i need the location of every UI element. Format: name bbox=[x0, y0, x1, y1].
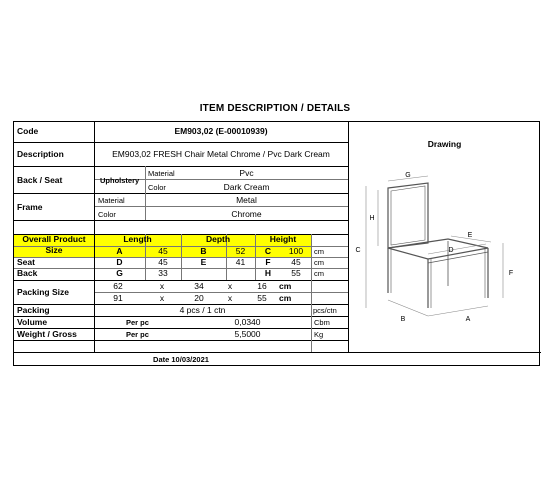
weight-value: 5,5000 bbox=[234, 329, 261, 339]
dim-d-letter: D bbox=[116, 257, 123, 267]
drawing-letter-e: E bbox=[467, 232, 473, 239]
pack2-length: 91 bbox=[113, 293, 123, 303]
back-label: Back bbox=[17, 268, 38, 278]
dim-b-value: 52 bbox=[235, 246, 246, 256]
volume-value: 0,0340 bbox=[234, 317, 261, 327]
weight-unit: Kg bbox=[314, 330, 324, 339]
frame-color-label: Color bbox=[98, 210, 116, 219]
back-seat-label: Back / Seat bbox=[17, 175, 63, 185]
back-seat-color-value: Dark Cream bbox=[223, 182, 270, 192]
overall-size-label-1: Overall Product bbox=[22, 234, 86, 244]
description-label: Description bbox=[17, 149, 64, 159]
weight-label: Weight / Gross bbox=[17, 329, 77, 339]
dim-b-letter: B bbox=[200, 246, 207, 256]
volume-unit: Cbm bbox=[314, 318, 330, 327]
back-seat-material-value: Pvc bbox=[239, 168, 254, 178]
weight-per: Per pc bbox=[126, 330, 149, 339]
packing-unit: pcs/ctn bbox=[313, 306, 337, 315]
drawing-letter-a: A bbox=[465, 316, 471, 323]
packing-size-label: Packing Size bbox=[17, 287, 69, 297]
pack1-unit: cm bbox=[279, 281, 292, 291]
drawing-label: Drawing bbox=[427, 139, 462, 149]
chair-seat bbox=[388, 239, 488, 259]
pack2-height: 55 bbox=[257, 293, 267, 303]
volume-label: Volume bbox=[17, 317, 48, 327]
drawing-letter-h: H bbox=[369, 215, 375, 222]
dim-f-letter: F bbox=[265, 257, 271, 267]
height-header: Height bbox=[269, 234, 297, 244]
back-seat-color-label: Color bbox=[148, 183, 166, 192]
drawing-letter-g: G bbox=[405, 172, 411, 179]
dim-c-value: 100 bbox=[288, 246, 304, 256]
overall-unit: cm bbox=[314, 247, 324, 256]
length-header: Length bbox=[123, 234, 152, 244]
depth-header: Depth bbox=[205, 234, 231, 244]
pack1-height: 16 bbox=[257, 281, 267, 291]
pack2-unit: cm bbox=[279, 293, 292, 303]
pack2-x2: x bbox=[227, 293, 233, 303]
pack2-depth: 20 bbox=[194, 293, 204, 303]
seat-unit: cm bbox=[314, 258, 324, 267]
dim-a-letter: A bbox=[116, 246, 123, 256]
dim-h-value: 55 bbox=[291, 268, 301, 278]
chair-drawing bbox=[348, 168, 526, 348]
frame-color-value: Chrome bbox=[231, 209, 262, 219]
pack1-x1: x bbox=[159, 281, 165, 291]
dim-g-value: 33 bbox=[158, 268, 168, 278]
frame-material-label: Material bbox=[98, 196, 125, 205]
dim-e-letter: E bbox=[200, 257, 207, 267]
pack1-depth: 34 bbox=[194, 281, 204, 291]
overall-size-label-2: Size bbox=[45, 245, 63, 255]
dim-e-value: 41 bbox=[235, 257, 246, 267]
code-value: EM903,02 (E-00010939) bbox=[174, 126, 268, 136]
dim-h-letter: H bbox=[264, 268, 272, 278]
dim-a-value: 45 bbox=[158, 246, 168, 256]
back-unit: cm bbox=[314, 269, 324, 278]
dim-d-value: 45 bbox=[158, 257, 168, 267]
pack1-x2: x bbox=[227, 281, 233, 291]
frame-material-value: Metal bbox=[236, 195, 257, 205]
chair-backrest bbox=[388, 183, 428, 248]
pack2-x1: x bbox=[159, 293, 165, 303]
pack1-length: 62 bbox=[113, 281, 123, 291]
drawing-letter-c: C bbox=[355, 247, 361, 254]
drawing-letter-b: B bbox=[400, 316, 406, 323]
description-value: EM903,02 FRESH Chair Metal Chrome / Pvc Dark Cream bbox=[112, 149, 330, 159]
volume-per: Per pc bbox=[126, 318, 149, 327]
drawing-letter-f: F bbox=[508, 270, 514, 277]
dim-c-letter: C bbox=[264, 246, 272, 256]
code-label: Code bbox=[17, 126, 39, 136]
drawing-letter-d: D bbox=[448, 247, 454, 254]
frame-label: Frame bbox=[17, 202, 43, 212]
upholstery-label: Upholstery bbox=[100, 176, 140, 185]
packing-value: 4 pcs / 1 ctn bbox=[179, 305, 226, 315]
document-title: ITEM DESCRIPTION / DETAILS bbox=[199, 103, 351, 114]
seat-label: Seat bbox=[17, 257, 35, 267]
dim-f-value: 45 bbox=[291, 257, 301, 267]
packing-label: Packing bbox=[17, 305, 50, 315]
back-seat-material-label: Material bbox=[148, 169, 175, 178]
dim-g-letter: G bbox=[116, 268, 123, 278]
date-label: Date 10/03/2021 bbox=[153, 355, 209, 364]
